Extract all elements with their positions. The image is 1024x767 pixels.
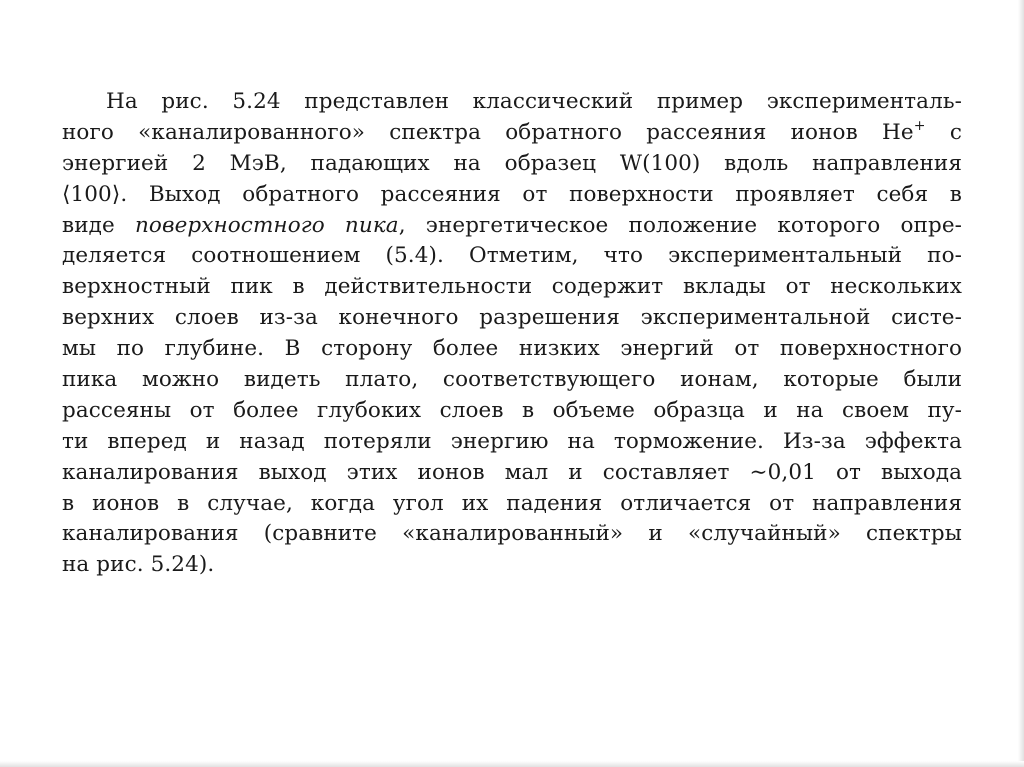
text-segment: энергией 2 МэВ, падающих на образец W(100) вдоль направления: [62, 150, 962, 176]
text-segment: верхностный пик в действительности содержит вклады от нескольких: [62, 274, 962, 300]
text-segment: деляется соотношением (5.4). Отметим, что экспериментальный по-: [62, 243, 962, 269]
text-segment: ти вперед и назад потеряли энергию на торможение. Из-за эффекта: [62, 428, 962, 454]
text-segment: с: [925, 119, 962, 145]
text-line: [62, 241, 962, 272]
text-segment: ного «каналированного» спектра обратного рассеяния ионов He: [62, 119, 914, 145]
text-line: [62, 211, 962, 242]
text-line: [62, 396, 962, 427]
text-segment: в ионов в случае, когда угол их падения отличается от направления: [62, 490, 962, 516]
text-segment: каналирования выход этих ионов мал и составляет ∼0,01 от выхода: [62, 459, 962, 485]
text-line: [62, 489, 962, 520]
text-line: [62, 427, 962, 458]
superscript: +: [913, 117, 926, 134]
text-segment: каналирования (сравните «каналированный» и «случайный» спектры: [62, 521, 962, 547]
text-segment: ⟨100⟩. Выход обратного рассеяния от поверхности проявляет себя в: [62, 181, 962, 207]
italic-term: поверхностного пика: [134, 212, 399, 238]
text-segment: верхних слоев из-за конечного разрешения экспериментальной систе-: [62, 305, 962, 331]
text-line: [62, 118, 962, 149]
text-line: [62, 365, 962, 396]
text-segment: виде: [62, 212, 135, 238]
text-line: [62, 334, 962, 365]
text-line: [62, 303, 962, 334]
text-line: [62, 458, 962, 489]
text-segment: мы по глубине. В сторону более низких энергий от поверхностного: [62, 336, 962, 362]
page-edge-shadow-right: [1018, 0, 1024, 767]
text-line: [62, 272, 962, 303]
body-paragraph: [62, 87, 962, 581]
text-segment: На рис. 5.24 представлен классический пример эксперименталь-: [106, 89, 962, 114]
text-segment: на рис. 5.24).: [62, 552, 215, 578]
text-line: [62, 550, 962, 581]
text-segment: рассеяны от более глубоких слоев в объеме образца и на своем пу-: [62, 397, 962, 423]
text-segment: , энергетическое положение которого опре-: [398, 212, 963, 238]
page-edge-shadow-bottom: [0, 761, 1024, 767]
text-line: [62, 519, 962, 550]
text-line: [62, 149, 962, 180]
text-line: [62, 180, 962, 211]
text-segment: пика можно видеть плато, соответствующего ионам, которые были: [62, 367, 962, 393]
text-line: [62, 87, 962, 118]
